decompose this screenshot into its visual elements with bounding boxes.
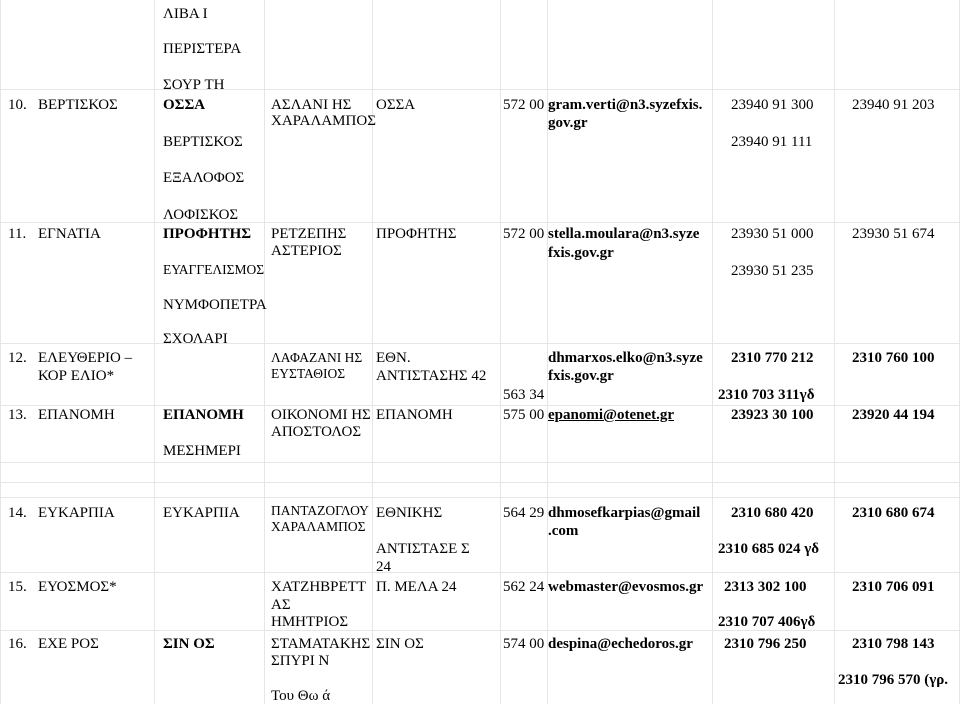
row-number: 15. [8, 579, 27, 595]
municipality-name: ΒΕΡΤΙΣΚΟΣ [38, 97, 118, 113]
mayor-name: ΗΜΗΤΡΙΟΣ [271, 614, 349, 630]
mayor-name: ΑΠΟΣΤΟΛΟΣ [271, 424, 362, 440]
district-name: ΒΕΡΤΙΣΚΟΣ [163, 134, 243, 150]
mayor-name: ΧΑΡΑΛΑΜΠΟΣ [271, 113, 376, 129]
row-number: 14. [8, 505, 27, 521]
row-number: 12. [8, 350, 27, 366]
row-number: 13. [8, 407, 27, 423]
grid-line [0, 0, 1, 704]
municipality-name: ΕΧΕ ΡΟΣ [38, 636, 99, 652]
address: ΕΠΑΝΟΜΗ [376, 407, 453, 423]
email-address: fxis.gov.gr [548, 368, 614, 384]
address: ΑΝΤΙΣΤΑΣΗΣ 42 [376, 368, 487, 384]
fax-number: 2310 796 570 (γρ. [838, 672, 949, 688]
grid-line [0, 462, 960, 463]
address: ΟΣΣΑ [376, 97, 416, 113]
postcode: 572 00 [503, 226, 545, 242]
grid-line [0, 572, 960, 573]
mayor-name: Του Θω ά [271, 688, 331, 704]
address: Π. ΜΕΛΑ 24 [376, 579, 457, 595]
email-address: .com [548, 523, 579, 539]
municipality-name: ΕΥΚΑΡΠΙΑ [38, 505, 115, 521]
seat-name: ΕΥΚΑΡΠΙΑ [163, 505, 240, 521]
municipality-name: ΕΓΝΑΤΙΑ [38, 226, 101, 242]
mayor-name: ΑΣ [271, 597, 291, 613]
address: ΕΘΝΙΚΗΣ [376, 505, 443, 521]
postcode: 562 24 [503, 579, 545, 595]
grid-line [834, 0, 835, 704]
email-link[interactable]: epanomi@otenet.gr [548, 407, 675, 423]
email-address: gram.verti@n3.syzefxis. [548, 97, 703, 113]
district-name: ΠΕΡΙΣΤΕΡΑ [163, 41, 242, 57]
district-name: ΕΥΑΓΓΕΛΙΣΜΟΣ [163, 262, 265, 277]
seat-name: ΠΡΟΦΗΤΗΣ [163, 226, 252, 242]
phone-number: 2310 796 250 [724, 636, 807, 652]
mayor-name: ΠΑΝΤΑΖΟΓΛΟΥ [271, 503, 369, 518]
phone-number: 23923 30 100 [731, 407, 814, 423]
grid-line [0, 630, 960, 631]
address: ΑΝΤΙΣΤΑΣΕ Σ [376, 541, 470, 557]
phone-number: 23940 91 111 [731, 134, 813, 150]
seat-name: ΟΣΣΑ [163, 97, 206, 113]
email-address: gov.gr [548, 115, 588, 131]
phone-number: 2310 703 311γδ [718, 387, 815, 403]
phone-number: 23930 51 235 [731, 263, 814, 279]
postcode: 574 00 [503, 636, 545, 652]
phone-number: 23940 91 300 [731, 97, 814, 113]
grid-line [154, 0, 155, 704]
grid-line [0, 89, 960, 90]
row-number: 10. [8, 97, 27, 113]
mayor-name: ΛΑΦΑΖΑΝΙ ΗΣ [271, 350, 363, 365]
district-name: ΛΙΒΑ Ι [163, 6, 208, 22]
seat-name: ΕΠΑΝΟΜΗ [163, 407, 244, 423]
district-name: ΝΥΜΦΟΠΕΤΡΑ [163, 297, 267, 313]
mayor-name: ΡΕΤΖΕΠΗΣ [271, 226, 347, 242]
grid-line [500, 0, 501, 704]
municipality-name: ΚΟΡ ΕΛΙΟ* [38, 368, 115, 384]
grid-line [0, 497, 960, 498]
postcode: 564 29 [503, 505, 545, 521]
address: 24 [376, 559, 391, 575]
fax-number: 2310 680 674 [852, 505, 935, 521]
email-address: despina@echedoros.gr [548, 636, 693, 652]
fax-number: 23920 44 194 [852, 407, 935, 423]
mayor-name: ΕΥΣΤΑΘΙΟΣ [271, 366, 346, 381]
address: ΠΡΟΦΗΤΗΣ [376, 226, 457, 242]
email-address: fxis.gov.gr [548, 245, 614, 261]
mayor-name: ΣΤΑΜΑΤΑΚΗΣ [271, 636, 371, 652]
fax-number: 2310 798 143 [852, 636, 935, 652]
phone-number: 23930 51 000 [731, 226, 814, 242]
municipality-name: ΕΛΕΥΘΕΡΙΟ – [38, 350, 133, 366]
grid-line [0, 405, 960, 406]
district-name: ΜΕΣΗΜΕΡΙ [163, 443, 241, 459]
postcode: 575 00 [503, 407, 545, 423]
address: ΣΙΝ ΟΣ [376, 636, 424, 652]
district-name: ΛΟΦΙΣΚΟΣ [163, 207, 239, 223]
email-address: dhmarxos.elko@n3.syze [548, 350, 703, 366]
mayor-name: ΣΠΥΡΙ Ν [271, 653, 330, 669]
phone-number: 2310 770 212 [731, 350, 814, 366]
district-name: ΕΞΑΛΟΦΟΣ [163, 170, 245, 186]
district-name: ΣΧΟΛΑΡΙ [163, 331, 228, 347]
phone-number: 2310 707 406γδ [718, 614, 816, 630]
address: ΕΘΝ. [376, 350, 411, 366]
district-name: ΣΟΥΡ ΤΗ [163, 77, 225, 93]
fax-number: 23940 91 203 [852, 97, 935, 113]
mayor-name: ΟΙΚΟΝΟΜΙ ΗΣ [271, 407, 371, 423]
postcode: 572 00 [503, 97, 545, 113]
grid-line [264, 0, 265, 704]
fax-number: 2310 760 100 [852, 350, 935, 366]
row-number: 11. [8, 226, 27, 242]
grid-line [0, 222, 960, 223]
email-address: stella.moulara@n3.syze [548, 226, 700, 242]
fax-number: 2310 706 091 [852, 579, 935, 595]
mayor-name: ΑΣΤΕΡΙΟΣ [271, 243, 342, 259]
mayor-name: ΧΑΡΑΛΑΜΠΟΣ [271, 519, 366, 534]
seat-name: ΣΙΝ ΟΣ [163, 636, 215, 652]
municipality-name: ΕΥΟΣΜΟΣ* [38, 579, 117, 595]
postcode: 563 34 [503, 387, 545, 403]
email-address: webmaster@evosmos.gr [548, 579, 704, 595]
phone-number: 2310 685 024 γδ [718, 541, 820, 557]
mayor-name: ΑΣΛΑΝΙ ΗΣ [271, 97, 352, 113]
mayor-name: ΧΑΤΖΗΒΡΕΤΤ [271, 579, 367, 595]
grid-line [0, 343, 960, 344]
grid-line [712, 0, 713, 704]
grid-line [0, 482, 960, 483]
fax-number: 23930 51 674 [852, 226, 935, 242]
row-number: 16. [8, 636, 27, 652]
municipality-name: ΕΠΑΝΟΜΗ [38, 407, 115, 423]
email-address: dhmosefkarpias@gmail [548, 505, 701, 521]
phone-number: 2313 302 100 [724, 579, 807, 595]
grid-line [372, 0, 373, 704]
phone-number: 2310 680 420 [731, 505, 814, 521]
